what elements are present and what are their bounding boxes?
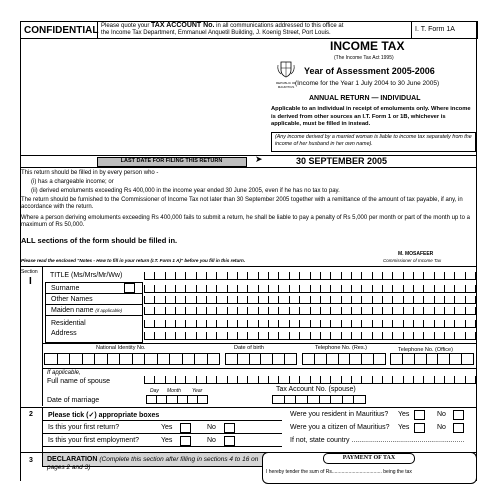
citizen-yes-label: Yes [398, 424, 410, 431]
deadline-date: 30 SEPTEMBER 2005 [296, 156, 388, 166]
resident-question: Were you resident in Mauritius? [290, 411, 389, 418]
instructions-intro: This return should be filled in by every person who - [21, 170, 159, 176]
citizen-question: Were you a citizen of Mauritius? [290, 424, 390, 431]
day-label: Day [150, 388, 159, 394]
instructions-item-2: (ii) derived emoluments exceeding Rs 400,000 in the income year ended 30 June 2005, even if he has no tax to pay. [31, 188, 340, 194]
citizen-no-checkbox[interactable] [453, 423, 464, 433]
section-3-number: 3 [29, 457, 33, 464]
residential-label: Residential [51, 320, 86, 327]
instructions-item-1: (i) has a chargeable income; or [31, 179, 114, 185]
country-field[interactable]: If not, state country .......................................................... [290, 437, 465, 444]
dob-input-grid[interactable] [225, 353, 297, 365]
read-notes-instruction: Please read the enclosed "Notes - How to fill in your return (I.T. Form 1 A)" before you fill in this return. [21, 258, 246, 263]
quote-notice: Please quote your TAX ACCOUNT No. in all communications addressed to this office at the Income Tax Department, Emmanuel Anquetil Building, J. Koenig Street, Port Louis. [101, 22, 344, 36]
first-employment-yes-label: Yes [161, 437, 173, 444]
section-2-number: 2 [29, 411, 33, 418]
first-employment-no-label: No [207, 437, 216, 444]
first-employment-no-checkbox[interactable] [224, 436, 235, 446]
section-1-number: I [29, 276, 32, 287]
maiden-name-label: Maiden name (if applicable) [51, 307, 123, 314]
nid-input-grid[interactable] [44, 353, 220, 365]
return-type: ANNUAL RETURN — INDIVIDUAL [309, 95, 421, 102]
tel-office-label: Telephone No. (Office) [398, 347, 453, 353]
month-label: Month [167, 388, 181, 394]
other-names-input-grid[interactable] [144, 296, 476, 304]
first-return-yes-checkbox[interactable] [180, 423, 191, 433]
tel-res-label: Telephone No. (Res.) [315, 345, 367, 351]
if-applicable-label: If applicable, [47, 370, 81, 376]
arrow-right-icon: ➤ [255, 154, 263, 164]
income-period: (Income for the Year 1 July 2004 to 30 June 2005) [295, 80, 440, 87]
payment-text[interactable]: I hereby tender the sum of Rs.................................... being the tax [266, 469, 412, 475]
first-return-yes-label: Yes [161, 424, 173, 431]
spouse-name-input-grid[interactable] [144, 376, 476, 384]
confidential-label: CONFIDENTIAL [24, 25, 99, 36]
first-return-no-checkbox[interactable] [224, 423, 235, 433]
spouse-name-label: Full name of spouse [47, 378, 111, 385]
surname-input-grid[interactable] [144, 285, 476, 293]
citizen-no-label: No [437, 424, 446, 431]
married-note: (Any income derived by a married woman is liable to income tax separately from the income of her husband in her own name). [275, 134, 472, 147]
instructions-para-1: The return should be furnished to the Commissioner of Income Tax not later than 30 September 2005 together with a remittance of the amount of tax payable, if any, in accordance with the return. [21, 197, 463, 210]
title-field-label: TITLE (Ms/Mrs/Mr/Ww) [50, 272, 123, 279]
address-label: Address [51, 330, 77, 337]
commissioner-title: Commissioner of Income Tax [383, 258, 442, 263]
resident-no-label: No [437, 411, 446, 418]
section-label: Section [21, 269, 38, 275]
first-employment-question: Is this your first employment? [48, 437, 140, 444]
spouse-tan-grid[interactable] [272, 395, 366, 404]
other-names-label: Other Names [51, 296, 93, 303]
marriage-date-label: Date of marriage [47, 397, 100, 404]
payment-title: PAYMENT OF TAX [342, 455, 396, 461]
nid-label: National Identity No. [96, 345, 146, 351]
act-reference: (The Income Tax Act 1995) [334, 55, 394, 61]
year-label: Year [192, 388, 203, 394]
dob-label: Date of birth [234, 345, 264, 351]
first-employment-yes-checkbox[interactable] [180, 436, 191, 446]
year-of-assessment: Year of Assessment 2005-2006 [304, 66, 435, 76]
section-2-heading: Please tick (✓) appropriate boxes [48, 412, 160, 419]
seal-caption: REPUBLIC OF MAURITIUS [275, 81, 296, 89]
deadline-label: LAST DATE FOR FILING THIS RETURN [120, 158, 223, 164]
surname-label: Surname [51, 285, 80, 292]
applicability-note: Applicable to an individual in receipt of emoluments only. Where income is derived from other sources an I.T. Form 1 or 1B, whichever is applicable, must be filled in instead. [271, 106, 471, 127]
title-input-grid[interactable] [144, 272, 476, 280]
citizen-yes-checkbox[interactable] [414, 423, 425, 433]
marriage-date-grid[interactable] [146, 395, 208, 404]
declaration-heading: DECLARATION (Complete this section after filling in sections 4 to 16 on pages 2 and 3) [47, 456, 259, 471]
resident-yes-label: Yes [398, 411, 410, 418]
form-number: I. T. Form 1A [415, 26, 455, 33]
first-return-no-label: No [207, 424, 216, 431]
all-sections-note: ALL sections of the form should be filled in. [21, 236, 178, 245]
address-line-1-grid[interactable] [144, 320, 476, 328]
income-tax-title: INCOME TAX [330, 39, 405, 53]
instructions-para-2: Where a person deriving emoluments exceeding Rs 400,000 fails to submit a return, he shall be liable to pay a penalty of Rs 5,000 per month or part of the month up to a maximum of Rs 50,000. [21, 215, 470, 228]
tel-office-input-grid[interactable] [390, 353, 474, 365]
resident-yes-checkbox[interactable] [414, 410, 425, 420]
address-line-2-grid[interactable] [144, 332, 476, 340]
tel-res-input-grid[interactable] [302, 353, 386, 365]
resident-no-checkbox[interactable] [453, 410, 464, 420]
maiden-name-input-grid[interactable] [144, 307, 476, 315]
coat-of-arms-seal [275, 59, 297, 81]
spouse-tan-label: Tax Account No. (spouse) [276, 386, 356, 393]
surname-checkbox[interactable] [124, 283, 135, 293]
commissioner-name: M. MOSAFEER [398, 251, 434, 257]
first-return-question: Is this your first return? [48, 424, 120, 431]
